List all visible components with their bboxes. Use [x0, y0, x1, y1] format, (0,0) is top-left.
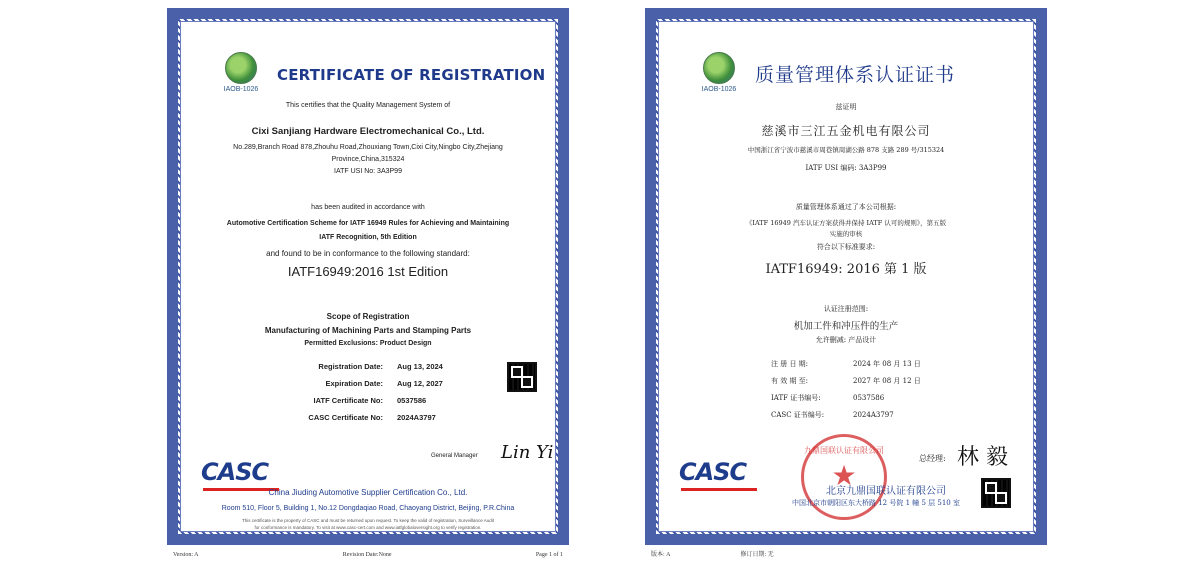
standard-name: IATF16949: 2016 第 1 版	[765, 262, 927, 277]
fine-print-2: for conformance is mandatory. To visit at www.casc-cert.com and www.iatfglobaloversight.org to verify registration.	[254, 525, 482, 530]
signature: Lin Yi	[501, 442, 554, 463]
issuer-name: 北京九鼎国联认证有限公司	[826, 486, 946, 497]
certificate-english	[163, 4, 573, 559]
exclusions-text: Permitted Exclusions: Product Design	[304, 340, 432, 347]
casc-certificate-row: CASC 证书编号: 2024A3797	[771, 411, 894, 419]
footer-revision: 修订日期: 无	[740, 552, 774, 558]
exclusions-text: 允许删减: 产品设计	[815, 336, 877, 344]
company-name: Cixi Sanjiang Hardware Electromechanical Co., Ltd.	[251, 126, 485, 137]
globe-icon	[703, 52, 735, 84]
conformance-text: 符合以下标准要求:	[816, 243, 876, 251]
audited-text: 质量管理体系通过了本公司根据:	[795, 203, 897, 211]
issuer-name: China Jiuding Automotive Supplier Certification Co., Ltd.	[268, 488, 468, 497]
standard-name: IATF16949:2016 1st Edition	[287, 264, 449, 279]
scheme-line-1: Automotive Certification Scheme for IATF 16949 Rules for Achieving and Maintaining	[226, 220, 510, 227]
page-footer	[651, 549, 1041, 558]
footer-version: 版本: A	[651, 552, 671, 558]
registration-date-row: 注 册 日 期: 2024 年 08 月 13 日	[771, 360, 921, 368]
stamp-text: 九鼎国联认证有限公司	[804, 446, 884, 455]
audited-text: has been audited in accordance with	[311, 204, 425, 211]
fine-print-1: This certificate is the property of CASC and must be returned upon request. To keep the valid of registration, Surveillance Audit	[241, 518, 495, 523]
iaob-logo	[221, 52, 261, 93]
conformance-text: and found to be in conformance to the following standard:	[266, 249, 470, 258]
registration-date-row: Registration Date: Aug 13, 2024	[318, 362, 443, 371]
general-manager-label: General Manager	[431, 453, 478, 459]
casc-logo: CASC	[201, 458, 269, 486]
scheme-line-2: 实施的审核	[829, 230, 863, 238]
certificate-border	[645, 8, 1047, 545]
star-icon: ★	[831, 459, 857, 491]
qr-code-icon	[507, 362, 537, 392]
address-line-1: No.289,Branch Road 878,Zhouhu Road,Zhouxiang Town,Cixi City,Ningbo City,Zhejiang	[233, 144, 503, 151]
scheme-line-2: IATF Recognition, 5th Edition	[319, 234, 417, 241]
footer-revision: Revision Date:None	[342, 552, 392, 558]
certificate-border	[167, 8, 569, 545]
scope-label: 认证注册范围:	[823, 305, 869, 313]
globe-icon	[225, 52, 257, 84]
general-manager-label: 总经理:	[919, 454, 946, 463]
page-footer	[173, 552, 563, 558]
scope-text: 机加工件和冲压件的生产	[793, 321, 899, 332]
iaob-number: IAOB-1026	[701, 86, 737, 93]
company-name: 慈溪市三江五金机电有限公司	[761, 124, 931, 138]
qr-code-icon	[981, 478, 1011, 508]
iaob-number: IAOB-1026	[223, 86, 259, 93]
certificate-body	[658, 21, 1034, 532]
footer-version: Version: A	[173, 552, 199, 558]
iatf-certificate-row: IATF 证书编号: 0537586	[771, 394, 885, 402]
issuer-address: 中国北京市朝阳区东大桥路 12 号院 1 幢 5 层 510 室	[792, 499, 960, 507]
casc-certificate-row: CASC Certificate No: 2024A3797	[308, 413, 436, 422]
iatf-usi: IATF USI No: 3A3P99	[334, 168, 402, 175]
issuer-address: Room 510, Floor 5, Building 1, No.12 Dongdaqiao Road, Chaoyang District, Beijing, P.R.China	[221, 505, 515, 512]
certificate-title: 质量管理体系认证证书	[755, 64, 956, 86]
iatf-usi: IATF USI 编码: 3A3P99	[805, 164, 887, 172]
certificate-chinese	[641, 4, 1051, 559]
certifies-text: 兹证明	[835, 103, 857, 111]
signature: 林 毅	[957, 445, 1008, 470]
address-line-2: Province,China,315324	[331, 156, 405, 163]
casc-logo: CASC	[679, 458, 747, 486]
certificate-title: CERTIFICATE OF REGISTRATION	[277, 66, 546, 84]
certificate-body	[180, 21, 556, 532]
scope-text: Manufacturing of Machining Parts and Stamping Parts	[264, 326, 472, 335]
iaob-logo	[699, 52, 739, 93]
scope-label: Scope of Registration	[326, 312, 410, 321]
iatf-certificate-row: IATF Certificate No: 0537586	[313, 396, 427, 405]
scheme-line-1: 《IATF 16949 汽车认证方案获得并保持 IATF 认可的规则》，第五版	[745, 219, 947, 227]
expiration-date-row: Expiration Date: Aug 12, 2027	[325, 379, 443, 388]
expiration-date-row: 有 效 期 至: 2027 年 08 月 12 日	[771, 377, 921, 385]
footer-page: Page 1 of 1	[535, 552, 563, 558]
certifies-text: This certifies that the Quality Management System of	[285, 102, 451, 109]
company-address: 中国浙江省宁波市慈溪市周巷镇周湖公路 878 支路 289 号/315324	[747, 146, 945, 154]
